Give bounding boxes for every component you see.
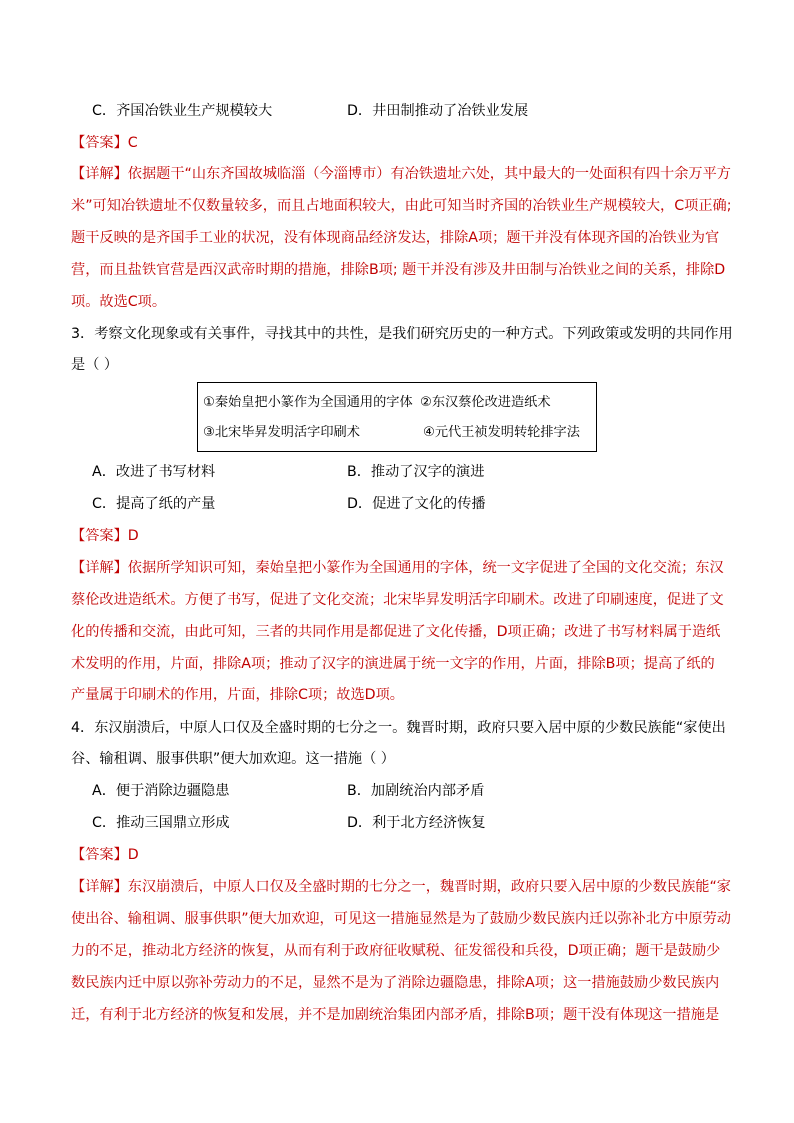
q2-detail-line-4: 营，而且盐铁官营是西汉武帝时期的措施，排除B项; 题干并没有涉及井田制与冶铁业之间的关系，排除D: [71, 262, 726, 278]
q3-detail-line-3: 化的传播和交流，由此可知，三者的共同作用是都促进了文化传播，D项正确；改进了书写材料属于造纸: [71, 624, 721, 640]
q3-detail-line-4: 术发明的作用，片面，排除A项；推动了汉字的演进属于统一文字的作用，片面，排除B项；提高了纸的: [71, 656, 715, 672]
q4-detail-line-5: 迁，有利于北方经济的恢复和发展，并不是加剧统治集团内部矛盾，排除B项；题干没有体现这一措施是: [71, 1007, 720, 1023]
q4-detail-line-1: 【详解】东汉崩溃后，中原人口仅及全盛时期的七分之一，魏晋时期，政府只要入居中原的少数民族能“家: [71, 879, 731, 895]
q3-detail-line-5: 产量属于印刷术的作用，片面，排除C项；故选D项。: [71, 687, 404, 703]
q4-stem-line-1: 4．东汉崩溃后，中原人口仅及全盛时期的七分之一。魏晋时期，政府只要入居中原的少数民族能“家使出: [71, 720, 726, 736]
q3-answer: [71, 526, 139, 546]
q3-option-d: D．促进了文化的传播: [347, 496, 486, 512]
detail-label: 【详解】: [71, 560, 128, 576]
q2-option-d: D．井田制推动了冶铁业发展: [347, 103, 529, 119]
answer-label: 【答案】: [71, 847, 128, 863]
q3-box-item-2: ②东汉蔡伦改进造纸术: [420, 395, 551, 410]
q4-detail-line-2: 使出谷、输租调、服事供职”便大加欢迎，可见这一措施显然是为了鼓励少数民族内迁以弥补北方中原劳动: [71, 911, 731, 927]
q3-detail-line-2: 蔡伦改进造纸术。方便了书写，促进了文化交流；北宋毕昇发明活字印刷术。改进了印刷速度，促进了文: [71, 592, 724, 608]
q4-option-c: C．推动三国鼎立形成: [92, 815, 230, 831]
q3-material-box: [197, 382, 597, 452]
q3-stem-line-2: 是（ ）: [71, 357, 119, 373]
q2-detail-line-5: 项。故选C项。: [71, 294, 167, 310]
q2-answer: [71, 133, 138, 153]
detail-label: 【详解】: [71, 879, 128, 895]
q2-detail-line-2: 米”可知冶铁遗址不仅数量较多，而且占地面积较大，由此可知当时齐国的冶铁业生产规模较大，C项正确;: [71, 198, 732, 214]
q2-detail-line-1: 【详解】依据题干“山东齐国故城临淄（今淄博市）有冶铁遗址六处，其中最大的一处面积有四十余万平方: [71, 166, 731, 182]
q4-detail-line-4: 数民族内迁中原以弥补劳动力的不足，显然不是为了消除边疆隐患，排除A项；这一措施鼓励少数民族内: [71, 975, 720, 991]
answer-value: C: [127, 135, 138, 151]
q2-detail-line-3: 题干反映的是齐国手工业的状况，没有体现商品经济发达，排除A项；题干并没有体现齐国的冶铁业为官: [71, 230, 720, 246]
answer-value: D: [127, 847, 139, 863]
q4-option-a: A．便于消除边疆隐患: [92, 783, 230, 799]
q3-box-item-3: ③北宋毕昇发明活字印刷术: [203, 425, 360, 440]
detail-label: 【详解】: [71, 166, 128, 182]
q3-box-item-4: ④元代王祯发明转轮排字法: [423, 425, 580, 440]
q4-detail-line-3: 力的不足，推动北方经济的恢复，从而有利于政府征收赋税、征发徭役和兵役，D项正确；题干是鼓励少: [71, 943, 721, 959]
q4-stem-line-2: 谷、输租调、服事供职”便大加欢迎。这一措施（ ）: [71, 751, 395, 767]
q4-option-b: B．加剧统治内部矛盾: [347, 783, 485, 799]
answer-value: D: [127, 528, 139, 544]
q3-detail-line-1: 【详解】依据所学知识可知，秦始皇把小篆作为全国通用的字体，统一文字促进了全国的文化交流；东汉: [71, 560, 724, 576]
q2-option-c: C．齐国冶铁业生产规模较大: [92, 103, 273, 119]
q3-option-b: B．推动了汉字的演进: [347, 464, 485, 480]
answer-label: 【答案】: [71, 135, 128, 151]
q3-option-a: A．改进了书写材料: [92, 464, 216, 480]
answer-label: 【答案】: [71, 528, 128, 544]
q3-stem-line-1: 3．考察文化现象或有关事件，寻找其中的共性，是我们研究历史的一种方式。下列政策或发明的共同作用: [71, 326, 733, 342]
q3-box-item-1: ①秦始皇把小篆作为全国通用的字体: [203, 395, 413, 410]
q4-answer: [71, 845, 139, 865]
q4-option-d: D．利于北方经济恢复: [347, 815, 486, 831]
q3-option-c: C．提高了纸的产量: [92, 496, 216, 512]
